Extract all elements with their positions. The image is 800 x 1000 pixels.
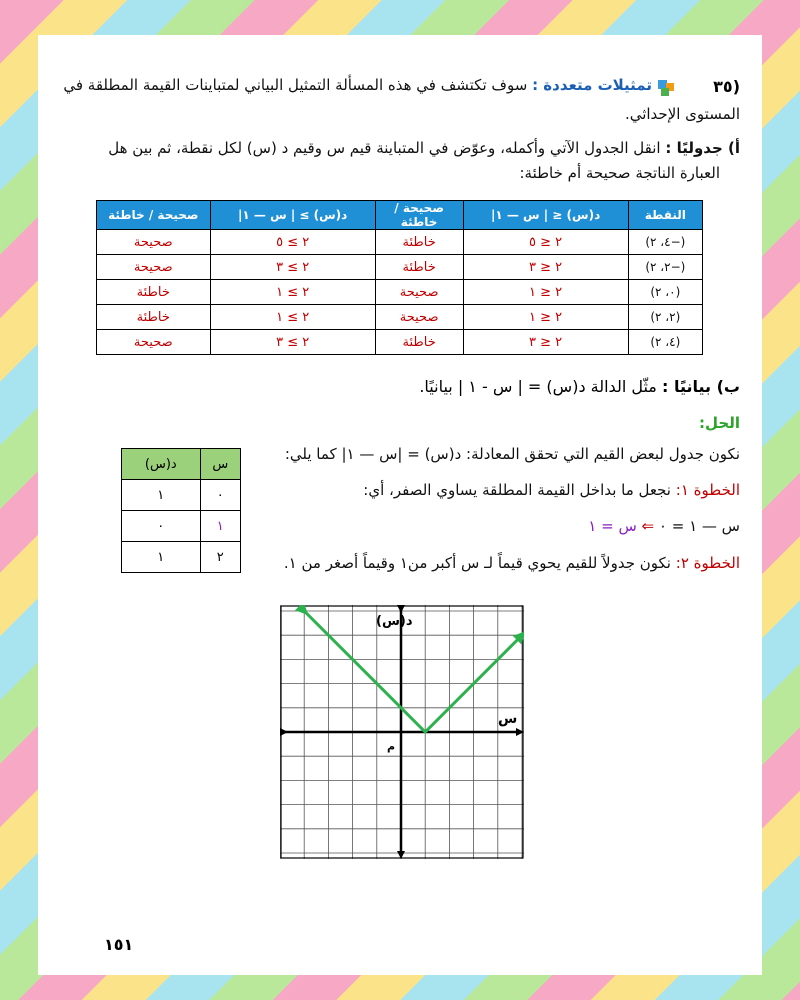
table-cell: ٠ xyxy=(122,511,201,542)
problem-number: ٣٥) xyxy=(713,77,740,96)
table-cell: ٢ ≤ ١ xyxy=(463,280,628,305)
table-cell: ٢ xyxy=(200,542,240,573)
table-header: النقطة xyxy=(628,201,702,230)
table-cell: خاطئة xyxy=(97,280,211,305)
table-header: س xyxy=(200,449,240,480)
table-row xyxy=(97,330,703,355)
table-cell: ٢ ≥ ٣ xyxy=(210,330,375,355)
equation-left: س — ١ = ٠ xyxy=(658,517,740,535)
table-cell: ٢ ≥ ٣ xyxy=(210,255,375,280)
table-cell: ٢ ≥ ١ xyxy=(210,305,375,330)
table-cell: صحيحة xyxy=(375,280,463,305)
y-axis-label: د(س) xyxy=(376,614,413,629)
step2-text: نكون جدولاً للقيم يحوي قيماً لـ س أكبر من١ وقيماً أصغر من ١. xyxy=(283,554,671,572)
multiple-representations-icon xyxy=(658,80,674,96)
table-cell: (−٢، ٢) xyxy=(628,255,702,280)
problem-title: تمثيلات متعددة : xyxy=(532,76,652,94)
part-a-text-line2: العبارة الناتجة صحيحة أم خاطئة: xyxy=(519,164,720,182)
part-b-text: مثّل الدالة د(س) = | س - ١ | بيانيًا. xyxy=(419,377,657,396)
step2 xyxy=(260,552,740,574)
equation-right: س = ١ xyxy=(588,517,637,535)
table-cell: صحيحة xyxy=(97,230,211,255)
page-number: ١٥١ xyxy=(104,935,134,954)
table-row xyxy=(122,480,241,511)
table-header: د(س) xyxy=(122,449,201,480)
part-b-intro xyxy=(60,377,740,396)
table-row xyxy=(97,230,703,255)
table-cell: ١ xyxy=(122,480,201,511)
table-cell: (−٤، ٢) xyxy=(628,230,702,255)
table-row xyxy=(122,511,241,542)
table-cell: ٠ xyxy=(200,480,240,511)
values-table xyxy=(121,448,241,573)
table-cell: صحيحة xyxy=(97,255,211,280)
function-line xyxy=(304,611,522,732)
table-row xyxy=(97,280,703,305)
table-cell: ٢ ≤ ٣ xyxy=(463,255,628,280)
solution-heading: الحل: xyxy=(699,414,740,432)
part-b-label: ب) بيانيًا : xyxy=(661,377,740,396)
table-row xyxy=(97,305,703,330)
table-cell: ٢ ≤ ٥ xyxy=(463,230,628,255)
table-cell: ٢ ≤ ٣ xyxy=(463,330,628,355)
solution-intro: نكون جدول لبعض القيم التي تحقق المعادلة: د(س) = |س — ١| كما يلي: xyxy=(284,445,740,463)
table-row xyxy=(122,542,241,573)
step1 xyxy=(260,479,740,501)
inequality-table xyxy=(96,200,703,355)
origin-label: م xyxy=(387,740,396,753)
table-cell: خاطئة xyxy=(97,305,211,330)
problem-text-line1: سوف تكتشف في هذه المسألة التمثيل البياني لمتباينات القيمة المطلقة في xyxy=(63,76,528,94)
absolute-value-graph xyxy=(280,605,524,859)
step1-text: نجعل ما بداخل القيمة المطلقة يساوي الصفر، أي: xyxy=(363,481,671,499)
part-a-text-line1: انقل الجدول الآتي وأكمله، وعوّض في المتباينة قيم س وقيم د (س) لكل نقطة، ثم بين هل xyxy=(108,139,661,157)
table-cell: (٢، ٢) xyxy=(628,305,702,330)
equation xyxy=(420,515,740,537)
textbook-page xyxy=(38,35,762,975)
table-cell: خاطئة xyxy=(375,330,463,355)
table-cell: ٢ ≥ ٥ xyxy=(210,230,375,255)
table-header: د(س) ≤ | س — ١| xyxy=(463,201,628,230)
implies-arrow: ⇐ xyxy=(641,517,655,535)
table-row xyxy=(97,255,703,280)
table-cell: (٤، ٢) xyxy=(628,330,702,355)
part-a-label: أ) جدوليًا : xyxy=(665,139,740,157)
table-header: د(س) ≥ | س — ١| xyxy=(210,201,375,230)
table-header: صحيحة / خاطئة xyxy=(97,201,211,230)
table-cell: خاطئة xyxy=(375,255,463,280)
x-axis-label: س xyxy=(498,711,518,727)
problem-text-line2: المستوى الإحداثي. xyxy=(624,105,740,123)
table-cell: (٠، ٢) xyxy=(628,280,702,305)
part-a-intro xyxy=(50,137,740,159)
table-cell: ١ xyxy=(122,542,201,573)
table-cell: ٢ ≥ ١ xyxy=(210,280,375,305)
step2-label: الخطوة ٢: xyxy=(675,554,740,572)
table-cell: ٢ ≤ ١ xyxy=(463,305,628,330)
problem-intro xyxy=(52,74,652,96)
table-cell: خاطئة xyxy=(375,230,463,255)
table-cell: صحيحة xyxy=(97,330,211,355)
table-cell: صحيحة xyxy=(375,305,463,330)
table-cell: ١ xyxy=(200,511,240,542)
step1-label: الخطوة ١: xyxy=(675,481,740,499)
table-header: صحيحة / خاطئة xyxy=(375,201,463,230)
